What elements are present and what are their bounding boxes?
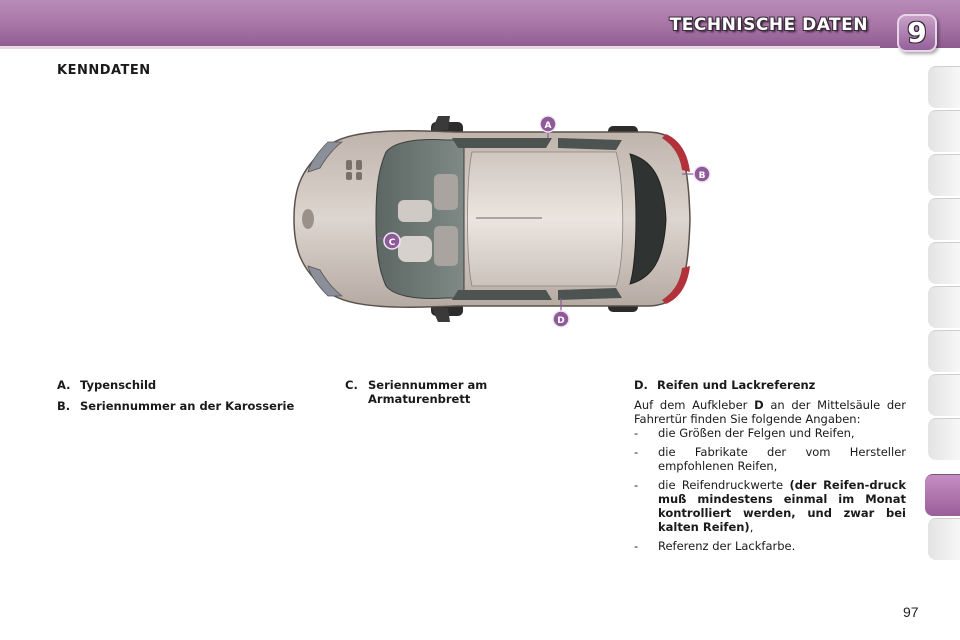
legend-item-b [57,399,337,413]
bullet-text: die Fabrikate der vom Hersteller empfohlenen Reifen, [658,445,906,473]
callout-c [384,233,400,249]
page-number: 97 [903,604,919,620]
callout-d [553,311,569,327]
legend-letter: A. [57,378,71,392]
bullet-bold-text: (der Reifen-druck muß mindestens einmal im Monat kontrolliert werden, und zwar bei kalten Reifen) [658,478,906,534]
chapter-tab[interactable] [928,330,960,372]
chapter-tab-strip [928,66,960,578]
legend-text: Seriennummer an der Karosserie [80,399,295,413]
section-title: KENNDATEN [57,63,151,78]
chapter-title: TECHNISCHE DATEN [669,15,868,35]
intro-text: Auf dem Aufkleber [634,398,755,412]
svg-text:A: A [544,121,552,131]
chapter-tab[interactable] [928,518,960,560]
legend-column-middle [345,378,525,413]
chapter-tab[interactable] [928,198,960,240]
bullet-text: die Reifendruckwerte [658,478,790,492]
chapter-tab[interactable] [928,286,960,328]
chapter-tab-active[interactable] [925,474,960,516]
chapter-tab[interactable] [928,242,960,284]
bullet-text: Referenz der Lackfarbe. [658,539,796,553]
legend-item-d [634,378,906,392]
legend-item-c [345,378,525,406]
svg-text:D: D [557,316,565,326]
legend-letter: B. [57,399,71,413]
list-item: - die Fabrikate der vom Hersteller empfohlenen Reifen, [634,445,906,473]
legend-letter: C. [345,378,358,392]
intro-bold-letter: D [754,398,764,412]
bullet-list [634,426,906,553]
bullet-text-end: , [749,520,754,534]
legend-heading: Reifen und Lackreferenz [657,378,816,392]
chapter-number-badge [897,14,937,52]
list-item: - die Reifendruckwerte (der Reifen-druck muß mindestens einmal im Monat kontrolliert werden, und zwar bei kalten Reifen), [634,478,906,534]
car-top-view-illustration [286,108,726,330]
legend-letter: D. [634,378,648,392]
legend-column-right [634,378,906,558]
chapter-number: 9 [907,16,927,49]
chapter-tab[interactable] [928,418,960,460]
header-divider [0,46,880,49]
legend-text: Typenschild [80,378,157,392]
intro-text-rest: an der Mittelsäule der Fahrertür finden Sie folgende Angaben: [634,398,906,426]
callout-b [694,166,710,182]
svg-text:C: C [388,238,396,248]
svg-text:B: B [698,171,706,181]
list-item: - die Größen der Felgen und Reifen, [634,426,855,440]
chapter-tab[interactable] [928,374,960,416]
chapter-tab[interactable] [928,110,960,152]
callout-a [540,116,556,132]
bullet-text: die Größen der Felgen und Reifen, [658,426,855,440]
list-item: - Referenz der Lackfarbe. [634,539,796,553]
legend-column-left [57,378,337,420]
chapter-tab[interactable] [928,154,960,196]
legend-text: Seriennummer am Armaturenbrett [368,378,488,406]
intro-paragraph [634,398,906,426]
chapter-tab[interactable] [928,66,960,108]
legend-item-a [57,378,337,392]
